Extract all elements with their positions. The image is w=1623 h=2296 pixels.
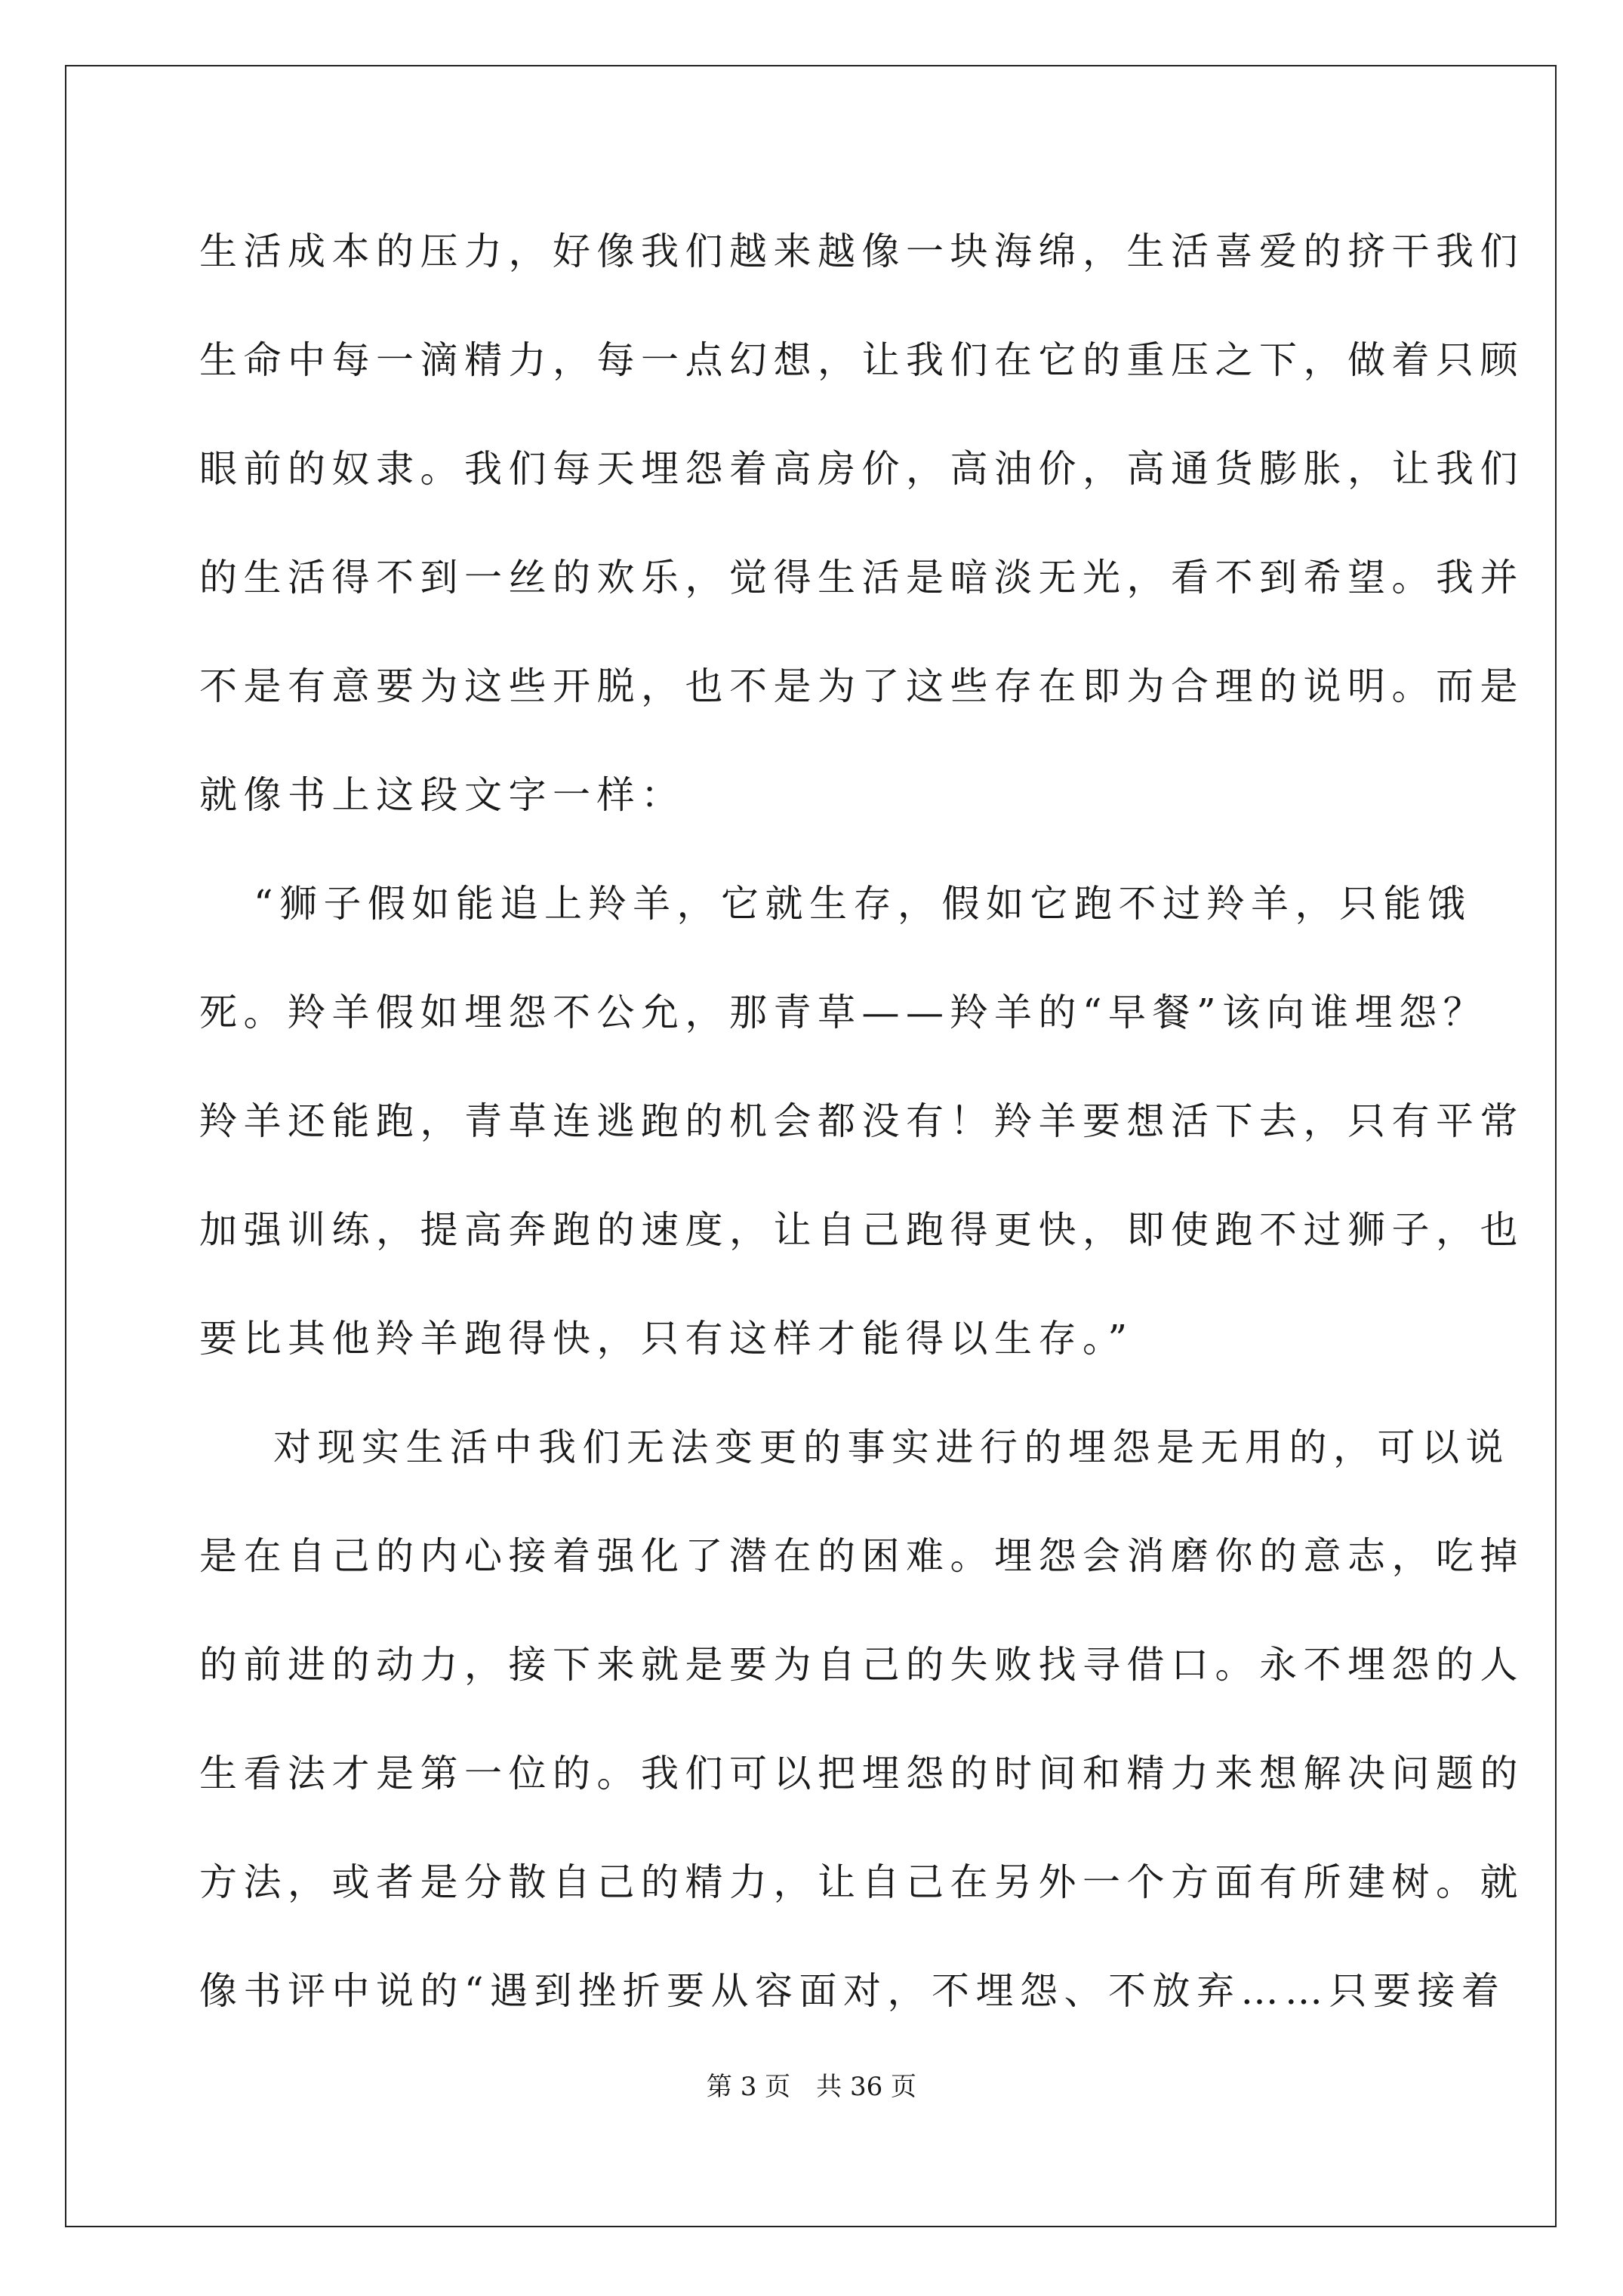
body-line: 就像书上这段文字一样： — [199, 773, 685, 817]
body-line: 不是有意要为这些开脱，也不是为了这些存在即为合理的说明。而是 — [199, 664, 1524, 708]
body-line: 的前进的动力，接下来就是要为自己的失败找寻借口。永不埋怨的人 — [199, 1643, 1524, 1687]
body-line: 的生活得不到一丝的欢乐，觉得生活是暗淡无光，看不到希望。我并 — [199, 556, 1524, 599]
quote-line: 要比其他羚羊跑得快，只有这样才能得以生存。” — [199, 1317, 1134, 1361]
quote-line: 羚羊还能跑，青草连逃跑的机会都没有！羚羊要想活下去，只有平常 — [199, 1099, 1524, 1143]
body-line: 眼前的奴隶。我们每天埋怨着高房价，高油价，高通货膨胀，让我们 — [199, 447, 1524, 491]
body-line: 生活成本的压力，好像我们越来越像一块海绵，生活喜爱的挤干我们 — [199, 230, 1524, 273]
body-line: 是在自己的内心接着强化了潜在的困难。埋怨会消磨你的意志，吃掉 — [199, 1534, 1524, 1578]
body-line: 方法，或者是分散自己的精力，让自己在另外一个方面有所建树。就 — [199, 1860, 1524, 1904]
quote-line: 死。羚羊假如埋怨不公允，那青草——羚羊的“早餐”该向谁埋怨？ — [199, 991, 1488, 1034]
body-line: 生看法才是第一位的。我们可以把埋怨的时间和精力来想解决问题的 — [199, 1752, 1524, 1795]
body-line: 生命中每一滴精力，每一点幻想，让我们在它的重压之下，做着只顾 — [199, 338, 1524, 382]
body-line: 对现实生活中我们无法变更的事实进行的埋怨是无用的，可以说 — [273, 1425, 1510, 1469]
quote-line: 加强训练，提高奔跑的速度，让自己跑得更快，即使跑不过狮子，也 — [199, 1208, 1524, 1252]
quote-line: “狮子假如能追上羚羊，它就生存，假如它跑不过羚羊，只能饿 — [254, 882, 1472, 926]
page-number: 第 3 页 共 36 页 — [706, 2072, 917, 2102]
body-line: 像书评中说的“遇到挫折要从容面对，不埋怨、不放弃……只要接着 — [199, 1969, 1506, 2013]
